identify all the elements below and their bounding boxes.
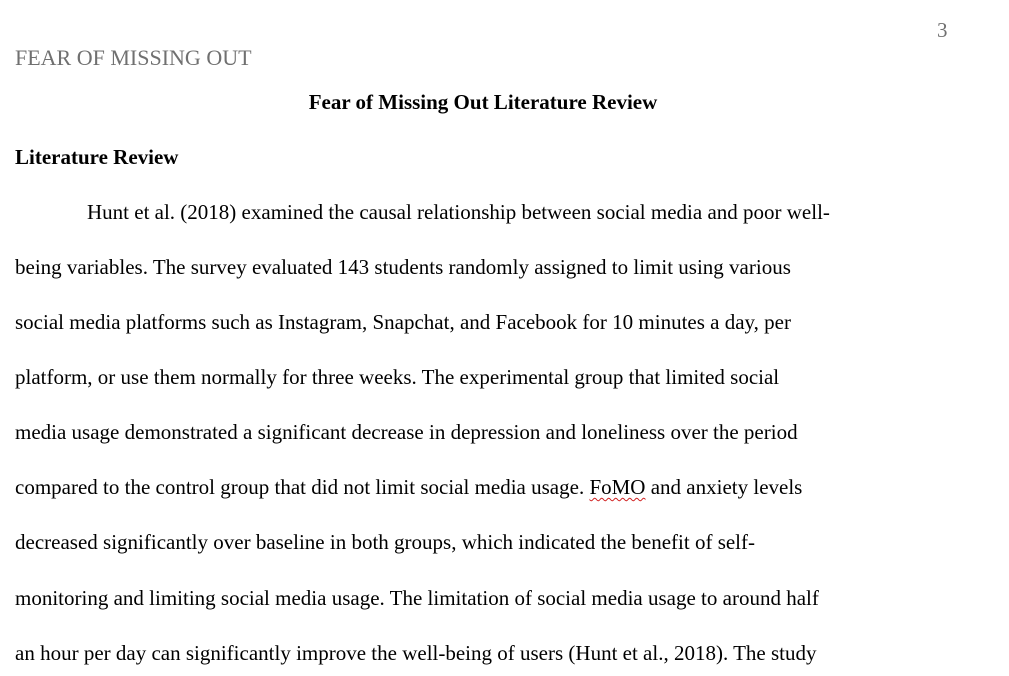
body-line-6-end: and anxiety levels [645, 475, 803, 499]
body-line-6 [15, 475, 802, 500]
body-line-9: an hour per day can significantly improve the well-being of users (Hunt et al., 2018). The study [15, 641, 817, 665]
body-line-3: social media platforms such as Instagram, Snapchat, and Facebook for 10 minutes a day, per [15, 310, 791, 334]
body-line-1: Hunt et al. (2018) examined the causal relationship between social media and poor well- [87, 200, 830, 224]
body-line-6-start: compared to the control group that did not limit social media usage. [15, 475, 590, 499]
spellcheck-flagged-word[interactable]: FoMO [589, 475, 646, 499]
section-heading: Literature Review [15, 145, 179, 169]
running-head: FEAR OF MISSING OUT [15, 45, 252, 70]
body-line-7: decreased significantly over baseline in both groups, which indicated the benefit of self- [15, 530, 756, 554]
body-line-8: monitoring and limiting social media usage. The limitation of social media usage to around half [15, 586, 819, 610]
body-line-4: platform, or use them normally for three weeks. The experimental group that limited social [15, 365, 780, 389]
document-title: Fear of Missing Out Literature Review [308, 90, 658, 114]
page-number: 3 [937, 18, 948, 42]
body-line-5: media usage demonstrated a significant decrease in depression and loneliness over the period [15, 420, 798, 444]
body-line-2: being variables. The survey evaluated 143 students randomly assigned to limit using various [15, 255, 791, 279]
